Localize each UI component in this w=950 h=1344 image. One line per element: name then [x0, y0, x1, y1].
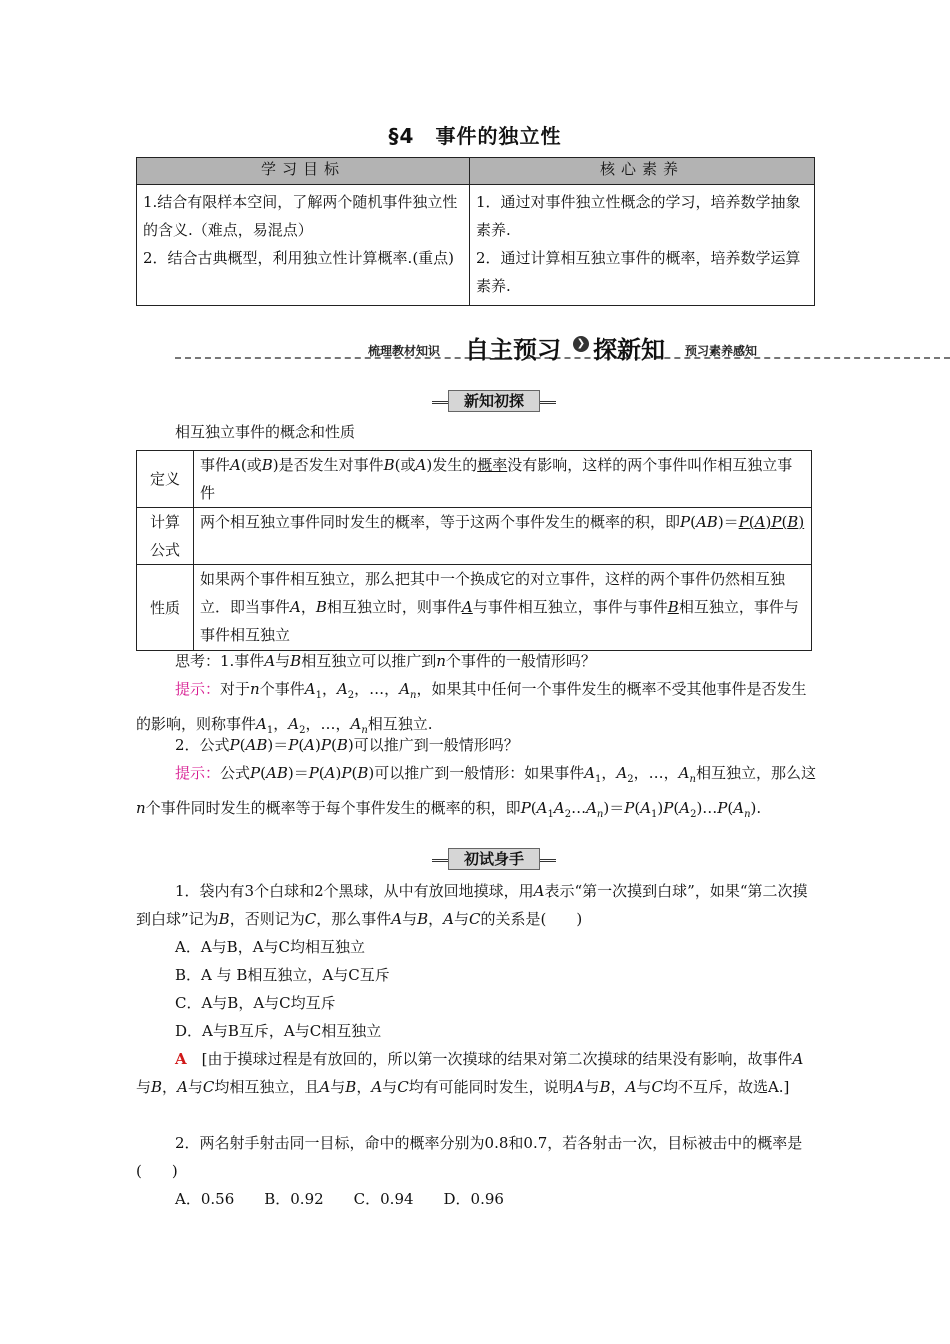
banner-divider: [175, 357, 950, 359]
think-question-2: 2．公式P(AB)＝P(A)P(B)可以推广到一般情形吗？: [175, 736, 519, 754]
problem-2-stem: 2．两名射手射击同一目标，命中的概率分别为0.8和0.7，若各射击一次，目标被击中的概率是( ): [136, 1134, 803, 1180]
problem-1-solution: A [由于摸球过程是有放回的，所以第一次摸球的结果对第二次摸球的结果没有影响，故事件A与B，A与C均相互独立，且A与B，A与C均有可能同时发生，说明A与B，A与C均不互斥，故选A.]: [136, 1050, 804, 1096]
problem-2-options: A．0.56 B．0.92 C．0.94 D．0.96: [175, 1190, 504, 1208]
tag-try-yourself: [432, 848, 556, 870]
formula-text: 两个相互独立事件同时发生的概率，等于这两个事件发生的概率的积，即P(AB)＝P(A)P(B): [194, 508, 812, 565]
problem-1-option-b: B．A 与 B相互独立，A与C互斥: [175, 966, 390, 984]
tag-new-knowledge: [432, 390, 556, 412]
banner-title-right: 探新知: [593, 336, 665, 364]
goals-header-left: 学习目标: [137, 158, 470, 185]
section-heading: 相互独立事件的概念和性质: [175, 423, 356, 441]
problem-1-option-d: D．A与B互斥，A与C相互独立: [175, 1022, 382, 1040]
think-question-1: 思考：1.事件A与B相互独立可以推广到n个事件的一般情形吗？: [175, 652, 596, 670]
goal-item: 2．结合古典概型，利用独立性计算概率.(重点): [143, 249, 455, 267]
tag-label: 新知初探: [448, 390, 540, 412]
definition-text: 事件A(或B)是否发生对事件B(或A)发生的概率没有影响，这样的两个事件叫作相互独立事件: [194, 451, 812, 508]
problem-1-stem: 1．袋内有3个白球和2个黑球，从中有放回地摸球，用A表示“第一次摸到白球”，如果“第二次摸到白球”记为B，否则记为C，那么事件A与B，A与C的关系是( ): [136, 882, 808, 928]
literacy-item: 2．通过计算相互独立事件的概率，培养数学运算素养.: [476, 249, 801, 295]
section-banner: [175, 330, 950, 364]
literacy-item: 1．通过对事件独立性概念的学习，培养数学抽象素养.: [476, 193, 801, 239]
page-title: §4 事件的独立性: [388, 124, 562, 148]
hint-2: 提示：公式P(AB)＝P(A)P(B)可以推广到一般情形：如果事件$A_1$，$A_2$，…，$A_n$相互独立，那么这n个事件同时发生的概率等于每个事件发生的概率的积，即$P(A_1A_2\dots A_n)=P(A_1)P(A_2)\dots P(A_n)$.: [136, 764, 816, 820]
problem-1-option-c: C．A与B，A与C均互斥: [175, 994, 336, 1012]
tag-label: 初试身手: [448, 848, 540, 870]
row-label-formula: 计算 公式: [137, 508, 194, 565]
hint-1: 提示：对于n个事件$A_1$，$A_2$，…，$A_n$，如果其中任何一个事件发生的概率不受其他事件是否发生的影响，则称事件$A_1$，$A_2$，…，$A_n$相互独立.: [136, 680, 807, 736]
row-label-property: 性质: [137, 565, 194, 651]
property-text: 如果两个事件相互独立，那么把其中一个换成它的对立事件，这样的两个事件仍然相互独立．即当事件A，B相互独立时，则事件A与事件相互独立，事件与事件B相互独立，事件与事件相互独立: [194, 565, 812, 651]
arrow-icon: ❯: [573, 336, 589, 352]
goal-item: 1.结合有限样本空间，了解两个随机事件独立性的含义.（难点，易混点）: [143, 193, 458, 239]
banner-title-left: 自主预习: [465, 336, 561, 364]
row-label-definition: 定义: [137, 451, 194, 508]
banner-left-caption: 梳理教材知识: [368, 344, 441, 358]
goals-left-cell: [137, 185, 470, 306]
problem-1-option-a: A．A与B，A与C均相互独立: [175, 938, 365, 956]
banner-right-caption: 预习素养感知: [685, 344, 758, 358]
learning-goals-table: [136, 157, 815, 306]
concept-table: [136, 450, 812, 651]
goals-header-right: 核心素养: [470, 158, 815, 185]
goals-right-cell: [470, 185, 815, 306]
